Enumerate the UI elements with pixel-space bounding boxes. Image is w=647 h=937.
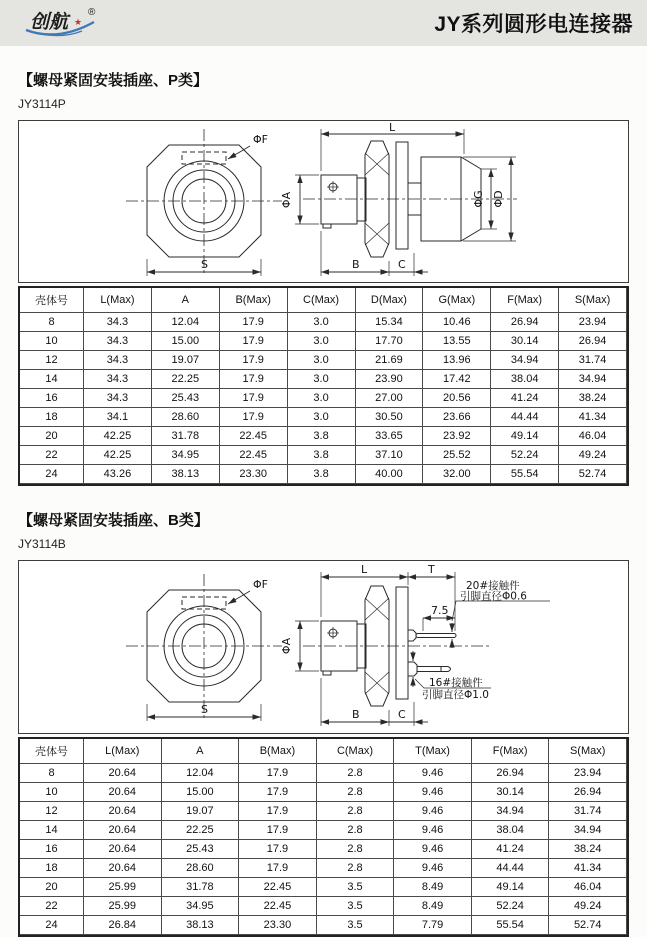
- table-cell: 17.9: [239, 840, 317, 859]
- table-cell: 7.79: [394, 916, 472, 935]
- table-cell: 28.60: [162, 859, 240, 878]
- page-title: JY系列圆形电连接器: [434, 13, 633, 36]
- table-cell: 30.50: [356, 408, 424, 427]
- table-cell: 16: [20, 840, 84, 859]
- table-cell: 26.94: [549, 783, 627, 802]
- table-cell: 40.00: [356, 465, 424, 484]
- table-cell: 38.04: [491, 370, 559, 389]
- front-view: [126, 574, 282, 721]
- table-cell: 22: [20, 897, 84, 916]
- table-cell: 10: [20, 332, 84, 351]
- table-cell: 31.78: [162, 878, 240, 897]
- table-cell: 20.64: [84, 840, 162, 859]
- table-cell: 25.99: [84, 878, 162, 897]
- table-cell: 17.9: [239, 821, 317, 840]
- table-cell: 14: [20, 821, 84, 840]
- dim-label-phi-a: ΦA: [280, 637, 293, 655]
- table-cell: 34.95: [152, 446, 220, 465]
- table-cell: 17.9: [220, 389, 288, 408]
- table-cell: 34.94: [472, 802, 550, 821]
- table-cell: 25.43: [162, 840, 240, 859]
- table-cell: 38.24: [559, 389, 627, 408]
- table-cell: 41.24: [491, 389, 559, 408]
- table-cell: 49.14: [472, 878, 550, 897]
- dim-label-7-5: 7.5: [431, 604, 449, 617]
- table-cell: 46.04: [559, 427, 627, 446]
- dim-label-phi-a: ΦA: [280, 191, 293, 209]
- dim-label-l: L: [361, 563, 368, 576]
- page-content: [0, 72, 647, 937]
- logo-text: 创航: [30, 11, 69, 33]
- table-cell: 19.07: [152, 351, 220, 370]
- table-cell: 18: [20, 408, 84, 427]
- page-header: [0, 0, 647, 46]
- table-cell: 13.55: [423, 332, 491, 351]
- table-header-cell: L(Max): [84, 288, 152, 313]
- table-header-cell: T(Max): [394, 739, 472, 764]
- table-cell: 26.84: [84, 916, 162, 935]
- table-cell: 16: [20, 389, 84, 408]
- table-cell: 25.43: [152, 389, 220, 408]
- dim-label-s: S: [201, 703, 208, 716]
- table-cell: 12.04: [152, 313, 220, 332]
- table-cell: 38.04: [472, 821, 550, 840]
- table-cell: 2.8: [317, 783, 395, 802]
- table-cell: 33.65: [356, 427, 424, 446]
- table-cell: 2.8: [317, 821, 395, 840]
- dim-label-b: B: [352, 708, 360, 721]
- table-cell: 17.9: [239, 783, 317, 802]
- table-cell: 34.3: [84, 351, 152, 370]
- p-type-drawing: [19, 121, 628, 282]
- table-cell: 22.45: [220, 427, 288, 446]
- table-header-cell: A: [152, 288, 220, 313]
- table-cell: 23.90: [356, 370, 424, 389]
- table-cell: 41.34: [549, 859, 627, 878]
- table-cell: 38.13: [152, 465, 220, 484]
- dim-label-c: C: [398, 708, 406, 721]
- table-cell: 25.52: [423, 446, 491, 465]
- table-cell: 22.45: [239, 897, 317, 916]
- table-cell: 3.0: [288, 389, 356, 408]
- table-header-cell: L(Max): [84, 739, 162, 764]
- table-cell: 21.69: [356, 351, 424, 370]
- table-cell: 12: [20, 351, 84, 370]
- table-cell: 8: [20, 313, 84, 332]
- annotation-contact-20: 20#接触件: [466, 580, 520, 592]
- table-cell: 3.0: [288, 370, 356, 389]
- table-cell: 49.24: [549, 897, 627, 916]
- table-cell: 49.14: [491, 427, 559, 446]
- model-number: JY3114B: [18, 537, 66, 551]
- dimensions-table-p: [18, 286, 629, 486]
- table-cell: 41.34: [559, 408, 627, 427]
- table-cell: 20.64: [84, 764, 162, 783]
- b-type-drawing: [19, 561, 628, 733]
- table-cell: 34.3: [84, 332, 152, 351]
- table-cell: 22.45: [220, 446, 288, 465]
- table-cell: 3.8: [288, 446, 356, 465]
- table-cell: 52.24: [472, 897, 550, 916]
- table-cell: 3.5: [317, 916, 395, 935]
- table-header-cell: 壳体号: [20, 739, 84, 764]
- table-cell: 44.44: [491, 408, 559, 427]
- table-header-cell: D(Max): [356, 288, 424, 313]
- table-cell: 24: [20, 916, 84, 935]
- table-cell: 34.1: [84, 408, 152, 427]
- table-cell: 20: [20, 878, 84, 897]
- table-cell: 8: [20, 764, 84, 783]
- table-header-cell: F(Max): [491, 288, 559, 313]
- table-cell: 26.94: [559, 332, 627, 351]
- table-cell: 12: [20, 802, 84, 821]
- table-cell: 17.9: [220, 332, 288, 351]
- annotation-pin-dia-10: 引脚直径Φ1.0: [422, 689, 489, 701]
- table-cell: 34.94: [549, 821, 627, 840]
- table-header-cell: S(Max): [549, 739, 627, 764]
- table-cell: 18: [20, 859, 84, 878]
- dimensions-table-b: [18, 737, 629, 937]
- section-b-type: [18, 512, 629, 937]
- table-header-cell: C(Max): [317, 739, 395, 764]
- table-cell: 52.74: [549, 916, 627, 935]
- table-cell: 19.07: [162, 802, 240, 821]
- table-cell: 3.0: [288, 408, 356, 427]
- table-cell: 34.3: [84, 370, 152, 389]
- table-cell: 22.45: [239, 878, 317, 897]
- table-cell: 13.96: [423, 351, 491, 370]
- table-cell: 15.00: [152, 332, 220, 351]
- table-cell: 3.8: [288, 427, 356, 446]
- table-cell: 17.9: [220, 370, 288, 389]
- side-view: [280, 563, 550, 726]
- table-cell: 27.00: [356, 389, 424, 408]
- table-cell: 20.64: [84, 802, 162, 821]
- table-cell: 14: [20, 370, 84, 389]
- table-cell: 38.13: [162, 916, 240, 935]
- drawing-panel-p: [18, 120, 629, 283]
- table-header-cell: 壳体号: [20, 288, 84, 313]
- table-cell: 2.8: [317, 840, 395, 859]
- table-cell: 17.9: [220, 313, 288, 332]
- table-cell: 28.60: [152, 408, 220, 427]
- table-cell: 12.04: [162, 764, 240, 783]
- table-cell: 22.25: [152, 370, 220, 389]
- table-cell: 26.94: [491, 313, 559, 332]
- table-cell: 2.8: [317, 802, 395, 821]
- table-cell: 34.3: [84, 389, 152, 408]
- table-cell: 9.46: [394, 783, 472, 802]
- dim-label-phi-d: ΦD: [492, 190, 505, 208]
- logo-star-icon: ★: [74, 17, 83, 27]
- table-cell: 31.78: [152, 427, 220, 446]
- table-header-cell: F(Max): [472, 739, 550, 764]
- table-cell: 34.94: [491, 351, 559, 370]
- table-cell: 31.74: [549, 802, 627, 821]
- table-cell: 23.94: [559, 313, 627, 332]
- table-cell: 34.94: [559, 370, 627, 389]
- side-view: [280, 121, 517, 276]
- table-cell: 10.46: [423, 313, 491, 332]
- table-cell: 23.92: [423, 427, 491, 446]
- annotation-pin-dia-06: 引脚直径Φ0.6: [460, 590, 527, 603]
- table-cell: 17.9: [239, 764, 317, 783]
- table-cell: 20.64: [84, 783, 162, 802]
- section-heading: 【螺母紧固安装插座、B类】: [18, 512, 209, 529]
- table-cell: 42.25: [84, 446, 152, 465]
- table-cell: 17.9: [220, 408, 288, 427]
- front-view: [126, 129, 282, 276]
- table-cell: 3.0: [288, 351, 356, 370]
- table-cell: 26.94: [472, 764, 550, 783]
- table-cell: 43.26: [84, 465, 152, 484]
- annotation-contact-16: 16#接触件: [429, 677, 483, 689]
- table-cell: 42.25: [84, 427, 152, 446]
- table-cell: 22.25: [162, 821, 240, 840]
- table-cell: 37.10: [356, 446, 424, 465]
- table-header-cell: A: [162, 739, 240, 764]
- table-cell: 52.74: [559, 465, 627, 484]
- dim-label-l: L: [389, 121, 396, 134]
- table-cell: 44.44: [472, 859, 550, 878]
- table-cell: 17.42: [423, 370, 491, 389]
- table-cell: 9.46: [394, 821, 472, 840]
- table-cell: 31.74: [559, 351, 627, 370]
- table-cell: 3.5: [317, 878, 395, 897]
- table-cell: 38.24: [549, 840, 627, 859]
- table-cell: 10: [20, 783, 84, 802]
- table-cell: 24: [20, 465, 84, 484]
- table-cell: 32.00: [423, 465, 491, 484]
- table-cell: 25.99: [84, 897, 162, 916]
- table-cell: 30.14: [472, 783, 550, 802]
- table-cell: 3.8: [288, 465, 356, 484]
- table-cell: 49.24: [559, 446, 627, 465]
- table-cell: 34.3: [84, 313, 152, 332]
- table-cell: 23.30: [220, 465, 288, 484]
- table-cell: 22: [20, 446, 84, 465]
- table-cell: 41.24: [472, 840, 550, 859]
- model-number: JY3114P: [18, 97, 66, 111]
- dim-label-t: T: [428, 563, 435, 576]
- table-cell: 2.8: [317, 859, 395, 878]
- brand-logo: [16, 3, 112, 43]
- table-cell: 17.9: [239, 859, 317, 878]
- table-cell: 46.04: [549, 878, 627, 897]
- table-cell: 8.49: [394, 897, 472, 916]
- table-cell: 3.0: [288, 332, 356, 351]
- table-cell: 9.46: [394, 840, 472, 859]
- table-cell: 20.64: [84, 859, 162, 878]
- table-cell: 23.94: [549, 764, 627, 783]
- table-header-cell: C(Max): [288, 288, 356, 313]
- dim-label-c: C: [398, 258, 406, 271]
- section-heading: 【螺母紧固安装插座、P类】: [18, 72, 209, 89]
- table-cell: 52.24: [491, 446, 559, 465]
- table-cell: 8.49: [394, 878, 472, 897]
- table-header-cell: G(Max): [423, 288, 491, 313]
- table-cell: 2.8: [317, 764, 395, 783]
- table-cell: 15.00: [162, 783, 240, 802]
- table-header-cell: B(Max): [220, 288, 288, 313]
- table-cell: 17.9: [239, 802, 317, 821]
- dim-label-phi-g: ΦG: [472, 190, 485, 208]
- dim-label-phi-f: ΦF: [253, 578, 268, 591]
- table-cell: 23.30: [239, 916, 317, 935]
- dim-label-b: B: [352, 258, 360, 271]
- table-cell: 9.46: [394, 764, 472, 783]
- drawing-panel-b: [18, 560, 629, 734]
- table-cell: 55.54: [491, 465, 559, 484]
- table-cell: 9.46: [394, 859, 472, 878]
- table-cell: 20.64: [84, 821, 162, 840]
- table-cell: 34.95: [162, 897, 240, 916]
- dim-label-s: S: [201, 258, 208, 271]
- table-cell: 30.14: [491, 332, 559, 351]
- table-cell: 9.46: [394, 802, 472, 821]
- table-cell: 55.54: [472, 916, 550, 935]
- table-cell: 20: [20, 427, 84, 446]
- section-p-type: [18, 72, 629, 486]
- table-header-cell: S(Max): [559, 288, 627, 313]
- table-cell: 23.66: [423, 408, 491, 427]
- table-cell: 3.5: [317, 897, 395, 916]
- table-cell: 3.0: [288, 313, 356, 332]
- table-cell: 17.70: [356, 332, 424, 351]
- table-cell: 17.9: [220, 351, 288, 370]
- table-cell: 20.56: [423, 389, 491, 408]
- registered-mark: ®: [88, 7, 96, 18]
- dim-label-phi-f: ΦF: [253, 133, 268, 146]
- table-cell: 15.34: [356, 313, 424, 332]
- table-header-cell: B(Max): [239, 739, 317, 764]
